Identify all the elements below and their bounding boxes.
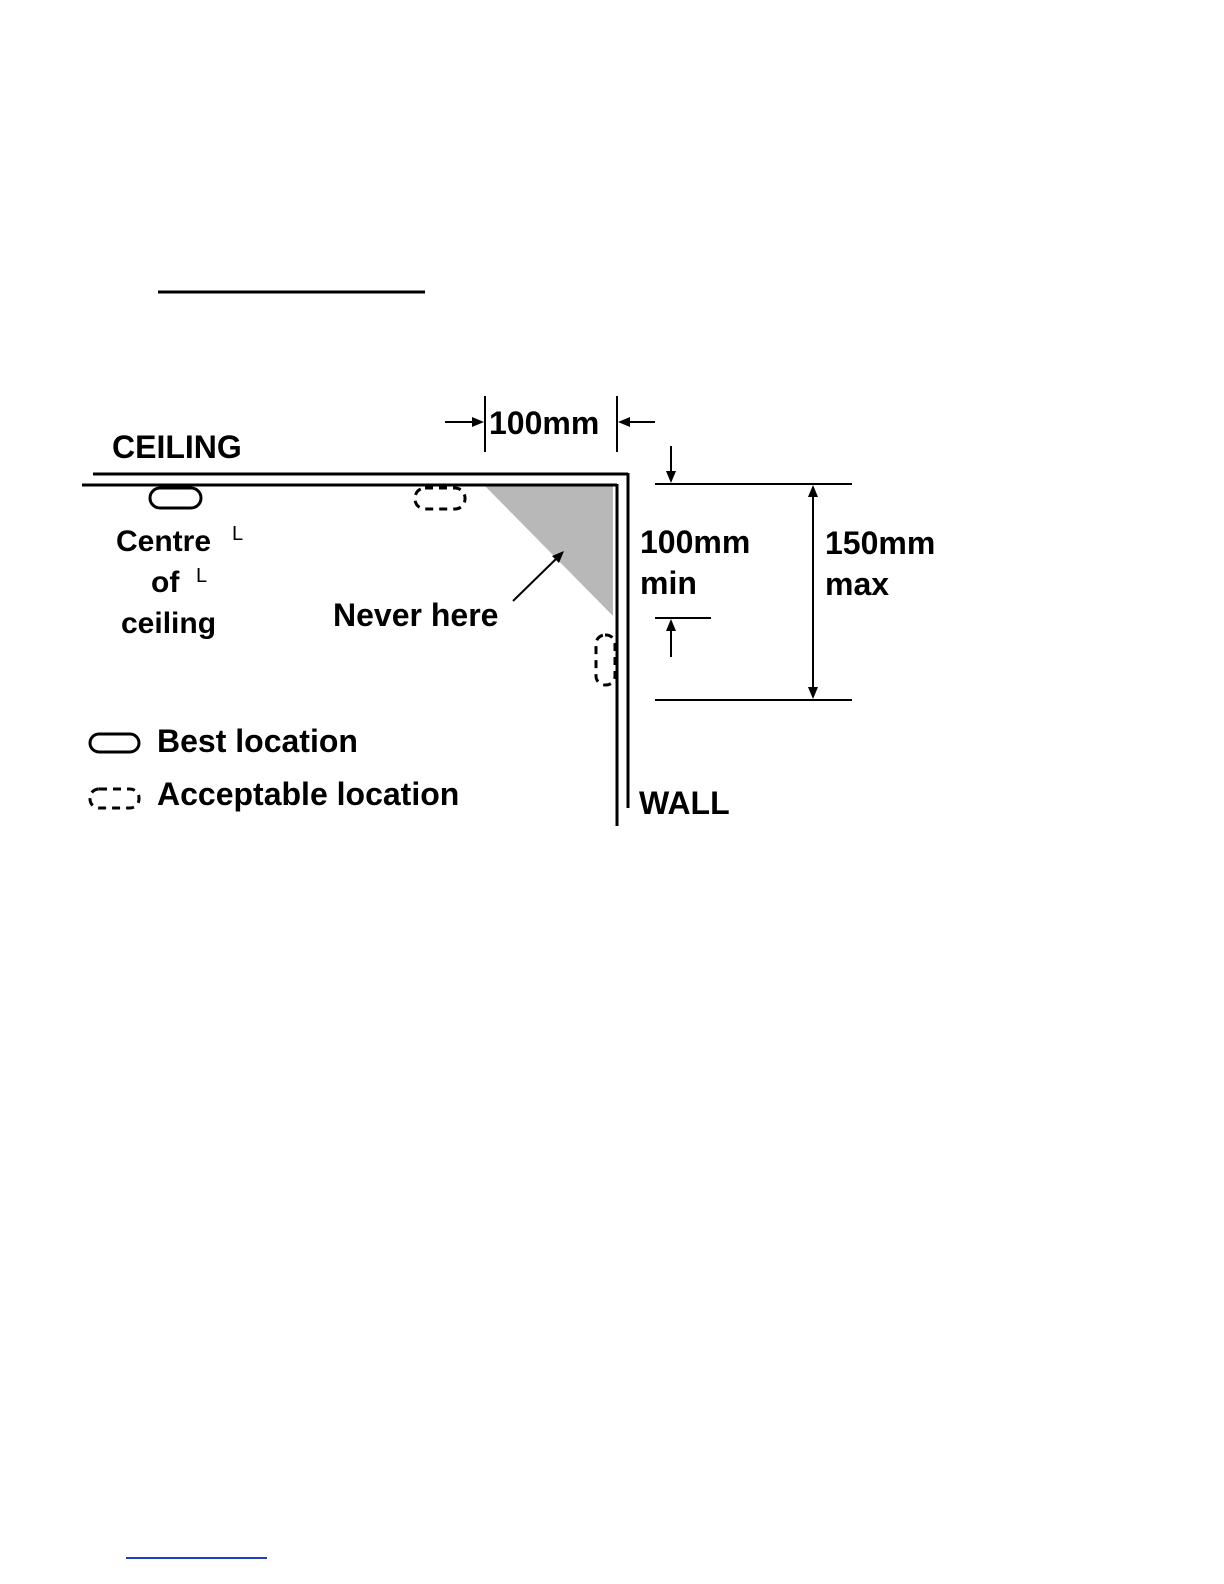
acceptable-location-ceiling-marker (415, 488, 465, 509)
centerline-mark-1: L (232, 523, 244, 545)
top-dim-label: 100mm (489, 405, 600, 441)
max-dim-arrowhead-bottom (808, 687, 818, 699)
legend-best-swatch (90, 734, 139, 752)
ceiling-label: CEILING (112, 429, 242, 465)
min-value-label: 100mm (640, 524, 751, 560)
top-dim-arrowhead-left (472, 417, 484, 427)
legend (90, 723, 459, 812)
never-here-arrow (513, 558, 557, 601)
legend-best-label: Best location (157, 723, 358, 759)
wall-label: WALL (639, 785, 730, 821)
centre-label-line3: ceiling (121, 607, 217, 640)
legend-acceptable-label: Acceptable location (157, 776, 460, 812)
centre-label-line2: of (151, 566, 180, 599)
max-value-label: 150mm (825, 525, 936, 561)
no-go-zone (485, 486, 613, 616)
max-dim-arrowhead-top (808, 485, 818, 497)
centerline-mark-2: L (196, 565, 208, 587)
min-word-label: min (640, 565, 697, 601)
acceptable-location-wall-marker (596, 635, 615, 685)
min-dim-arrowhead-top (666, 471, 676, 483)
best-location-marker (150, 488, 201, 508)
legend-acceptable-swatch (90, 789, 139, 808)
top-dim-arrowhead-right (618, 417, 630, 427)
never-here-label: Never here (333, 597, 499, 633)
max-word-label: max (825, 566, 890, 602)
centre-label-line1: Centre (116, 525, 212, 558)
min-dim-arrowhead-bottom (666, 619, 676, 631)
